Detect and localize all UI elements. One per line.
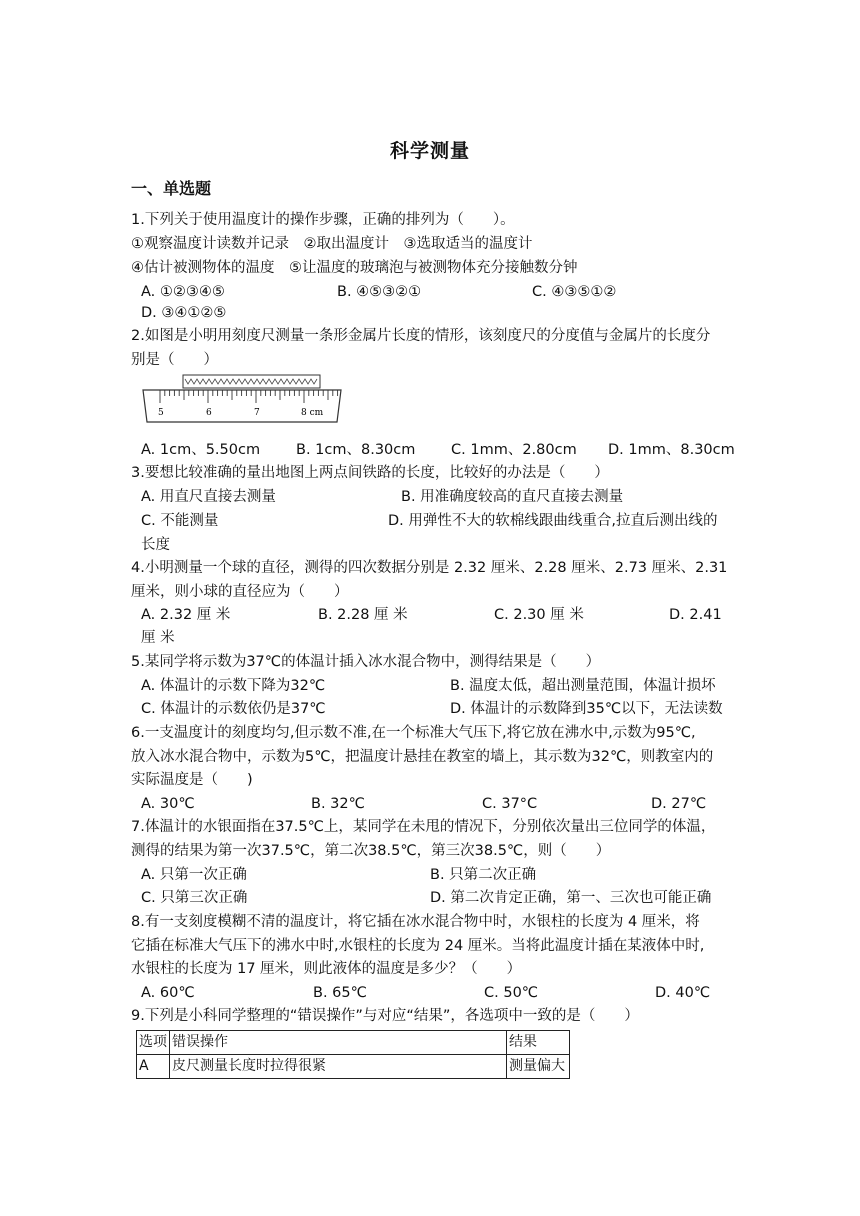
question-4-option-b: B. 2.28 厘 米	[318, 607, 408, 623]
metal-strip	[183, 375, 320, 388]
question-3-option-a: A. 用直尺直接去测量	[141, 489, 276, 505]
table-header-row	[137, 1031, 570, 1055]
question-9-stem: 9.下列是小科同学整理的“错误操作”与对应“结果”，各选项中一致的是（ ）	[131, 1008, 639, 1024]
question-6-option-c: C. 37°C	[482, 796, 538, 812]
question-4-option-d: D. 2.41	[669, 607, 722, 623]
question-4-option-d-cont: 厘 米	[141, 630, 175, 646]
question-3-option-d: D. 用弹性不大的软棉线跟曲线重合,拉直后测出线的	[388, 513, 718, 529]
question-8-stem-line-1: 8.有一支刻度模糊不清的温度计，将它插在冰水混合物中时，水银柱的长度为 4 厘米，将	[131, 914, 700, 930]
question-7-option-a: A. 只第一次正确	[141, 867, 247, 883]
table-header-cell: 错误操作	[170, 1031, 507, 1055]
ruler-label-7: 7	[254, 408, 260, 418]
question-2-option-d: D. 1mm、8.30cm	[608, 442, 735, 458]
question-7-stem-line-1: 7.体温计的水银面指在37.5℃上，某同学在未甩的情况下，分别依次量出三位同学的体温，	[131, 819, 716, 835]
question-6-stem-line-1: 6.一支温度计的刻度均匀,但示数不准,在一个标准大气压下,将它放在沸水中,示数为95℃,	[131, 725, 696, 741]
question-7-option-c: C. 只第三次正确	[141, 890, 248, 906]
table-header-cell: 结果	[507, 1031, 570, 1055]
question-5-option-c: C. 体温计的示数依仍是37℃	[141, 701, 326, 717]
question-8-option-a: A. 60℃	[141, 985, 195, 1001]
question-7-option-d: D. 第二次肯定正确，第一、三次也可能正确	[430, 890, 712, 906]
question-2-stem-line-2: 别是（ ）	[131, 352, 218, 368]
question-1-option-a: A. ①②③④⑤	[141, 284, 225, 300]
question-4-stem-line-2: 厘米，则小球的直径应为（ ）	[131, 584, 349, 600]
question-2-stem-line-1: 2.如图是小明用刻度尺测量一条形金属片长度的情形，该刻度尺的分度值与金属片的长度分	[131, 328, 711, 344]
question-5-stem: 5.某同学将示数为37℃的体温计插入冰水混合物中，测得结果是（ ）	[131, 654, 601, 670]
question-3-option-b: B. 用准确度较高的直尺直接去测量	[401, 489, 624, 505]
question-8-option-c: C. 50℃	[484, 985, 539, 1001]
question-3-option-d-cont: 长度	[141, 537, 170, 553]
question-6-stem-line-3: 实际温度是（ )	[131, 772, 253, 788]
section-heading: 一、单选题	[131, 179, 212, 198]
question-1-option-b: B. ④⑤③②①	[337, 284, 422, 300]
question-3-option-c: C. 不能测量	[141, 513, 219, 529]
question-6-option-b: B. 32℃	[311, 796, 365, 812]
question-1-stem: 1.下列关于使用温度计的操作步骤，正确的排列为（ ）。	[131, 212, 515, 228]
question-3-stem: 3.要想比较准确的量出地图上两点间铁路的长度，比较好的办法是（ ）	[131, 465, 609, 481]
question-6-option-d: D. 27℃	[651, 796, 707, 812]
question-6-stem-line-2: 放入冰水混合物中，示数为5℃，把温度计悬挂在教室的墙上，其示数为32℃，则教室内的	[131, 749, 714, 765]
question-9-table	[136, 1030, 570, 1079]
ruler-figure	[141, 373, 345, 431]
question-1-steps-line-1: ①观察温度计读数并记录 ②取出温度计 ③选取适当的温度计	[131, 236, 533, 252]
table-row	[137, 1055, 570, 1079]
question-8-option-b: B. 65℃	[313, 985, 367, 1001]
question-4-option-c: C. 2.30 厘 米	[494, 607, 584, 623]
table-cell: 皮尺测量长度时拉得很紧	[170, 1055, 507, 1079]
question-7-stem-line-2: 测得的结果为第一次37.5℃，第二次38.5℃，第三次38.5℃，则（ ）	[131, 843, 611, 859]
question-1-steps-line-2: ④估计被测物体的温度 ⑤让温度的玻璃泡与被测物体充分接触数分钟	[131, 260, 578, 276]
question-5-option-a: A. 体温计的示数下降为32℃	[141, 678, 326, 694]
ruler-label-6: 6	[206, 408, 212, 418]
question-5-option-b: B. 温度太低，超出测量范围，体温计损坏	[450, 678, 716, 694]
ruler-label-5: 5	[158, 408, 164, 418]
question-1-option-c: C. ④③⑤①②	[532, 284, 617, 300]
question-4-option-a: A. 2.32 厘 米	[141, 607, 231, 623]
question-8-stem-line-2: 它插在标准大气压下的沸水中时,水银柱的长度为 24 厘米。当将此温度计插在某液体中时,	[131, 938, 705, 954]
question-5-option-d: D. 体温计的示数降到35℃以下，无法读数	[450, 701, 723, 717]
question-2-option-a: A. 1cm、5.50cm	[141, 442, 261, 458]
table-cell: A	[137, 1055, 170, 1079]
question-8-option-d: D. 40℃	[655, 985, 711, 1001]
question-8-stem-line-3: 水银柱的长度为 17 厘米，则此液体的温度是多少？（ ）	[131, 961, 522, 977]
question-1-option-d: D. ③④①②⑤	[141, 305, 227, 321]
question-2-option-c: C. 1mm、2.80cm	[451, 442, 577, 458]
table-header-cell: 选项	[137, 1031, 170, 1055]
ruler-svg	[141, 373, 345, 431]
table-cell: 测量偏大	[507, 1055, 570, 1079]
question-7-option-b: B. 只第二次正确	[430, 867, 537, 883]
page-title: 科学测量	[389, 140, 470, 162]
question-2-option-b: B. 1cm、8.30cm	[296, 442, 416, 458]
question-6-option-a: A. 30℃	[141, 796, 195, 812]
ruler-label-8cm: 8 cm	[301, 408, 324, 418]
question-4-stem-line-1: 4.小明测量一个球的直径，测得的四次数据分别是 2.32 厘米、2.28 厘米、2.73 厘米、2.31	[131, 560, 728, 576]
